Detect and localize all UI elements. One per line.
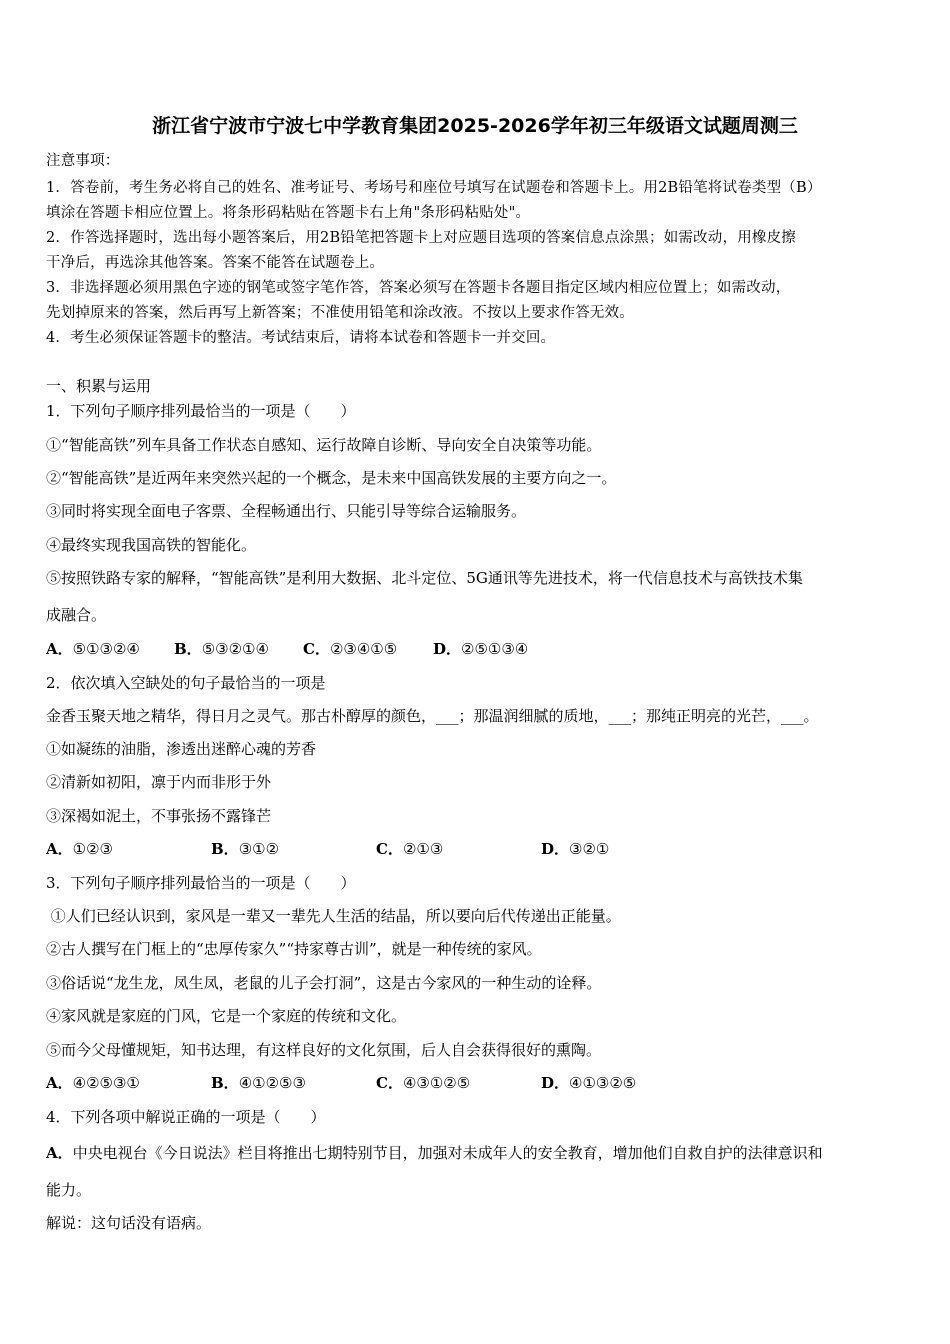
question-3-options bbox=[46, 1072, 746, 1094]
question-4-explain: 解说：这句话没有语病。 bbox=[46, 1214, 212, 1232]
question-2-item: ③深褐如泥土，不事张扬不露锋芒 bbox=[46, 807, 272, 825]
question-2-stem: 2．依次填入空缺处的句子最恰当的一项是 bbox=[46, 674, 326, 692]
question-4-option-a-cont: 能力。 bbox=[46, 1181, 92, 1199]
question-3-option-d[interactable]: D．④①③②⑤ bbox=[541, 1074, 637, 1092]
question-1-options bbox=[46, 638, 646, 660]
question-2-options bbox=[46, 838, 746, 860]
question-2-option-a[interactable]: A．①②③ bbox=[46, 840, 113, 858]
question-1-stem: 1．下列句子顺序排列最恰当的一项是（ ） bbox=[46, 402, 356, 420]
question-4-option-a-label: A． bbox=[46, 1144, 73, 1162]
question-1-item: ⑤按照铁路专家的解释，“智能高铁”是利用大数据、北斗定位、5G通讯等先进技术，将一代信息技术与高铁技术集 bbox=[46, 569, 803, 587]
question-2-option-b[interactable]: B．③①② bbox=[211, 840, 280, 858]
question-3-item: ②古人撰写在门框上的“忠厚传家久”“持家尊古训”，就是一种传统的家风。 bbox=[46, 940, 542, 958]
notice-heading: 注意事项： bbox=[46, 153, 120, 169]
question-3-item: ⑤而今父母懂规矩，知书达理，有这样良好的文化氛围，后人自会获得很好的熏陶。 bbox=[46, 1041, 602, 1059]
question-1-item: 成融合。 bbox=[46, 606, 107, 624]
question-3-stem: 3．下列句子顺序排列最恰当的一项是（ ） bbox=[46, 874, 356, 892]
question-1-item: ③同时将实现全面电子客票、全程畅通出行、只能引导等综合运输服务。 bbox=[46, 502, 527, 520]
question-3-item: ③俗话说“龙生龙，凤生凤，老鼠的儿子会打洞”，这是古今家风的一种生动的诠释。 bbox=[46, 974, 602, 992]
question-4-option-a-text: 中央电视台《今日说法》栏目将推出七期特别节目，加强对未成年人的安全教育，增加他们自救自护的法律意识和 bbox=[72, 1144, 823, 1162]
notice-line: 2．作答选择题时，选出每小题答案后，用2B铅笔把答题卡上对应题目选项的答案信息点涂黑；如需改动，用橡皮擦 bbox=[46, 230, 797, 246]
question-1-item: ④最终实现我国高铁的智能化。 bbox=[46, 536, 257, 554]
question-2-option-d[interactable]: D．③②① bbox=[541, 840, 610, 858]
notice-line: 先划掉原来的答案，然后再写上新答案；不准使用铅笔和涂改液。不按以上要求作答无效。 bbox=[46, 305, 634, 321]
notice-line: 干净后，再选涂其他答案。答案不能答在试题卷上。 bbox=[46, 255, 385, 271]
question-2-item: ②清新如初阳，凛于内而非形于外 bbox=[46, 773, 272, 791]
notice-line: 3．非选择题必须用黑色字迹的钢笔或签字笔作答，答案必须写在答题卡各题目指定区域内相应位置上；如需改动， bbox=[46, 280, 791, 296]
question-1-option-d[interactable]: D．②⑤①③④ bbox=[433, 640, 529, 658]
question-3-item: ①人们已经认识到，家风是一辈又一辈先人生活的结晶，所以要向后代传递出正能量。 bbox=[46, 907, 621, 925]
question-1-option-b[interactable]: B．⑤③②①④ bbox=[174, 640, 269, 658]
section-heading: 一、积累与运用 bbox=[46, 377, 152, 395]
notice-line: 4．考生必须保证答题卡的整洁。考试结束后，请将本试卷和答题卡一并交回。 bbox=[46, 330, 556, 346]
question-3-option-b[interactable]: B．④①②⑤③ bbox=[211, 1074, 306, 1092]
notice-line: 1．答卷前，考生务必将自己的姓名、准考证号、考场号和座位号填写在试题卷和答题卡上。用2B铅笔将试卷类型（B） bbox=[46, 180, 822, 196]
question-4-option-a[interactable] bbox=[46, 1142, 908, 1164]
question-1-option-a[interactable]: A．⑤①③②④ bbox=[46, 640, 140, 658]
question-3-item: ④家风就是家庭的门风，它是一个家庭的传统和文化。 bbox=[46, 1007, 407, 1025]
page-title: 浙江省宁波市宁波七中学教育集团2025-2026学年初三年级语文试题周测三 bbox=[152, 115, 798, 137]
question-4-stem: 4．下列各项中解说正确的一项是（ ） bbox=[46, 1108, 326, 1126]
notice-line: 填涂在答题卡相应位置上。将条形码粘贴在答题卡右上角"条形码粘贴处"。 bbox=[46, 205, 531, 221]
question-1-option-c[interactable]: C．②③④①⑤ bbox=[303, 640, 398, 658]
question-2-option-c[interactable]: C．②①③ bbox=[376, 840, 444, 858]
question-3-option-a[interactable]: A．④②⑤③① bbox=[46, 1074, 140, 1092]
question-1-item: ①“智能高铁”列车具备工作状态自感知、运行故障自诊断、导向安全自决策等功能。 bbox=[46, 436, 602, 454]
question-2-item: ①如凝练的油脂，渗透出迷醉心魂的芳香 bbox=[46, 740, 317, 758]
question-2-passage: 金香玉聚天地之精华，得日月之灵气。那古朴醇厚的颜色，___；那温润细腻的质地，___；那纯正明亮的光芒，___。 bbox=[46, 707, 819, 725]
question-3-option-c[interactable]: C．④③①②⑤ bbox=[376, 1074, 471, 1092]
question-1-item: ②“智能高铁”是近两年来突然兴起的一个概念，是未来中国高铁发展的主要方向之一。 bbox=[46, 469, 617, 487]
